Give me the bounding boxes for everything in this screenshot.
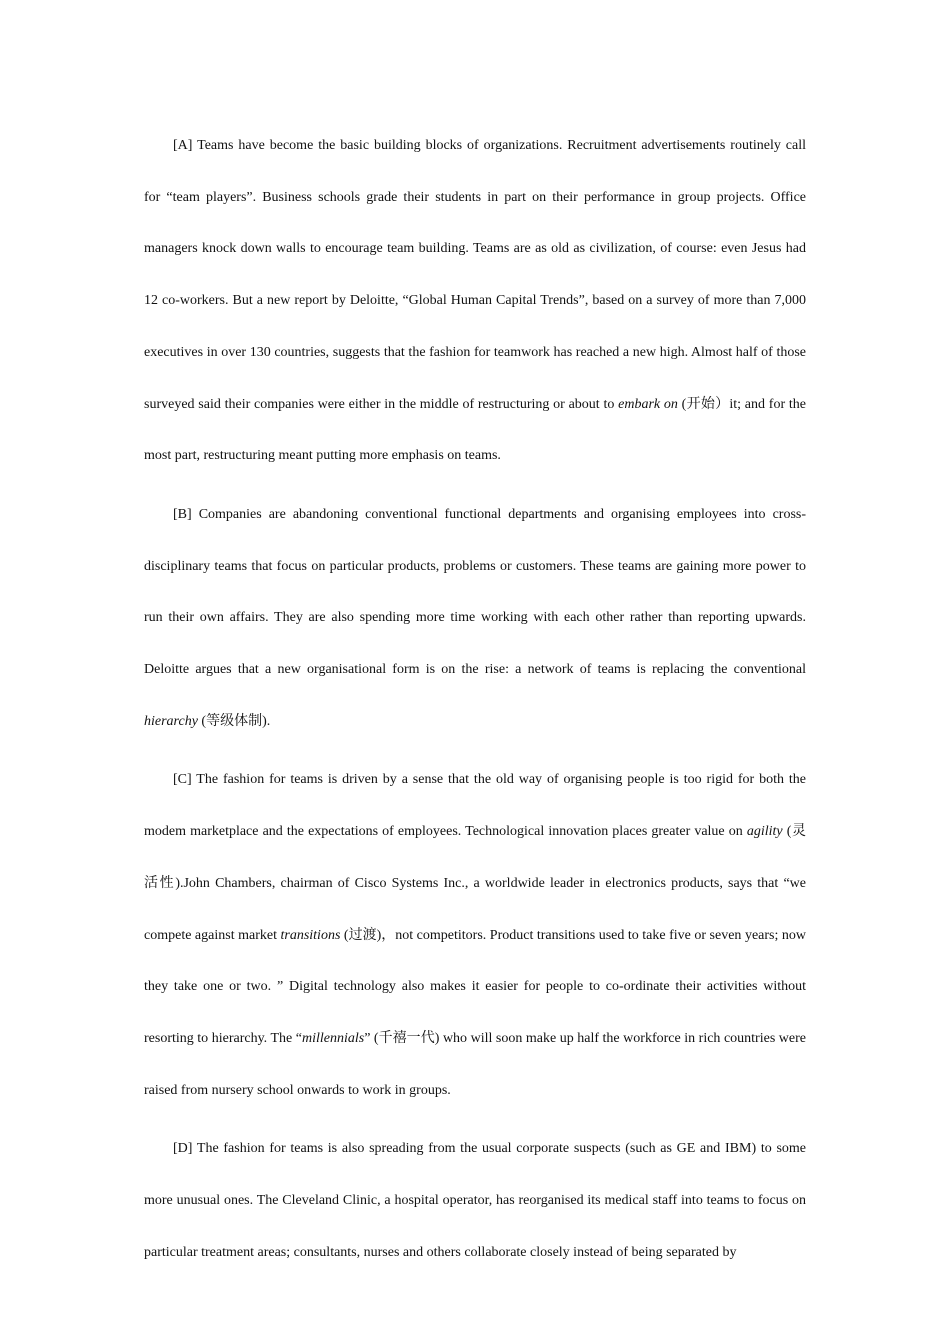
- paragraph-c-text-3: (过渡)，not competitors. Product transitions used to take five or seven years; now they take one or two. ” Digital technology also makes it easier for people to co-ordinate their activities without resorting to hierarchy. The “: [144, 927, 806, 1046]
- paragraph-b: [144, 489, 806, 748]
- paragraph-c-italic-term-millennials: millennials: [301, 1030, 365, 1046]
- paragraph-b-text-1: [B] Companies are abandoning conventional functional departments and organising employees into cross-disciplinary teams that focus on particular products, problems or customers. These teams are gaining more power to run their own affairs. They are also spending more time working with each other rather than reporting upwards. Deloitte argues that a new organisational form is on the rise: a network of teams is replacing the conventional: [144, 506, 806, 678]
- paragraph-c: [144, 754, 806, 1116]
- paragraph-b-italic-term: hierarchy: [144, 713, 198, 729]
- paragraph-a: [144, 120, 806, 482]
- paragraph-a-text-2: (开始）it; and for the most part, restructuring meant putting more emphasis on teams.: [144, 396, 806, 464]
- paragraph-a-italic-term: embark on: [618, 396, 678, 412]
- paragraph-c-text-2: (灵活性).John Chambers, chairman of Cisco Systems Inc., a worldwide leader in electronics products, says that “we compete against market: [144, 824, 806, 943]
- paragraph-b-text-2: (等级体制).: [197, 713, 271, 729]
- paragraph-a-text-1: [A] Teams have become the basic building blocks of organizations. Recruitment advertisements routinely call for “team players”. Business schools grade their students in part on their performance in group projects. Office managers knock down walls to encourage team building. Teams are as old as civilization, of course: even Jesus had 12 co-workers. But a new report by Deloitte, “Global Human Capital Trends”, based on a survey of more than 7,000 executives in over 130 countries, suggests that the fashion for teamwork has reached a new high. Almost half of those surveyed said their companies were either in the middle of restructuring or about to: [144, 138, 806, 412]
- paragraph-d: [144, 1123, 806, 1278]
- paragraph-c-text-1: [C] The fashion for teams is driven by a sense that the old way of organising people is too rigid for both the modem marketplace and the expectations of employees. Technological innovation places greater value on: [144, 772, 806, 840]
- paragraph-d-text-1: [D] The fashion for teams is also spreading from the usual corporate suspects (such as GE and IBM) to some more unusual ones. The Cleveland Clinic, a hospital operator, has reorganised its medical staff into teams to focus on particular treatment areas; consultants, nurses and others collaborate closely instead of being separated by: [144, 1141, 806, 1260]
- document-page: [144, 120, 806, 1285]
- paragraph-c-text-4: ” (千禧一代) who will soon make up half the workforce in rich countries were raised from nursery school onwards to work in groups.: [144, 1030, 806, 1098]
- paragraph-c-italic-term-transitions: transitions: [280, 927, 341, 943]
- paragraph-c-italic-term-agility: agility: [746, 824, 783, 840]
